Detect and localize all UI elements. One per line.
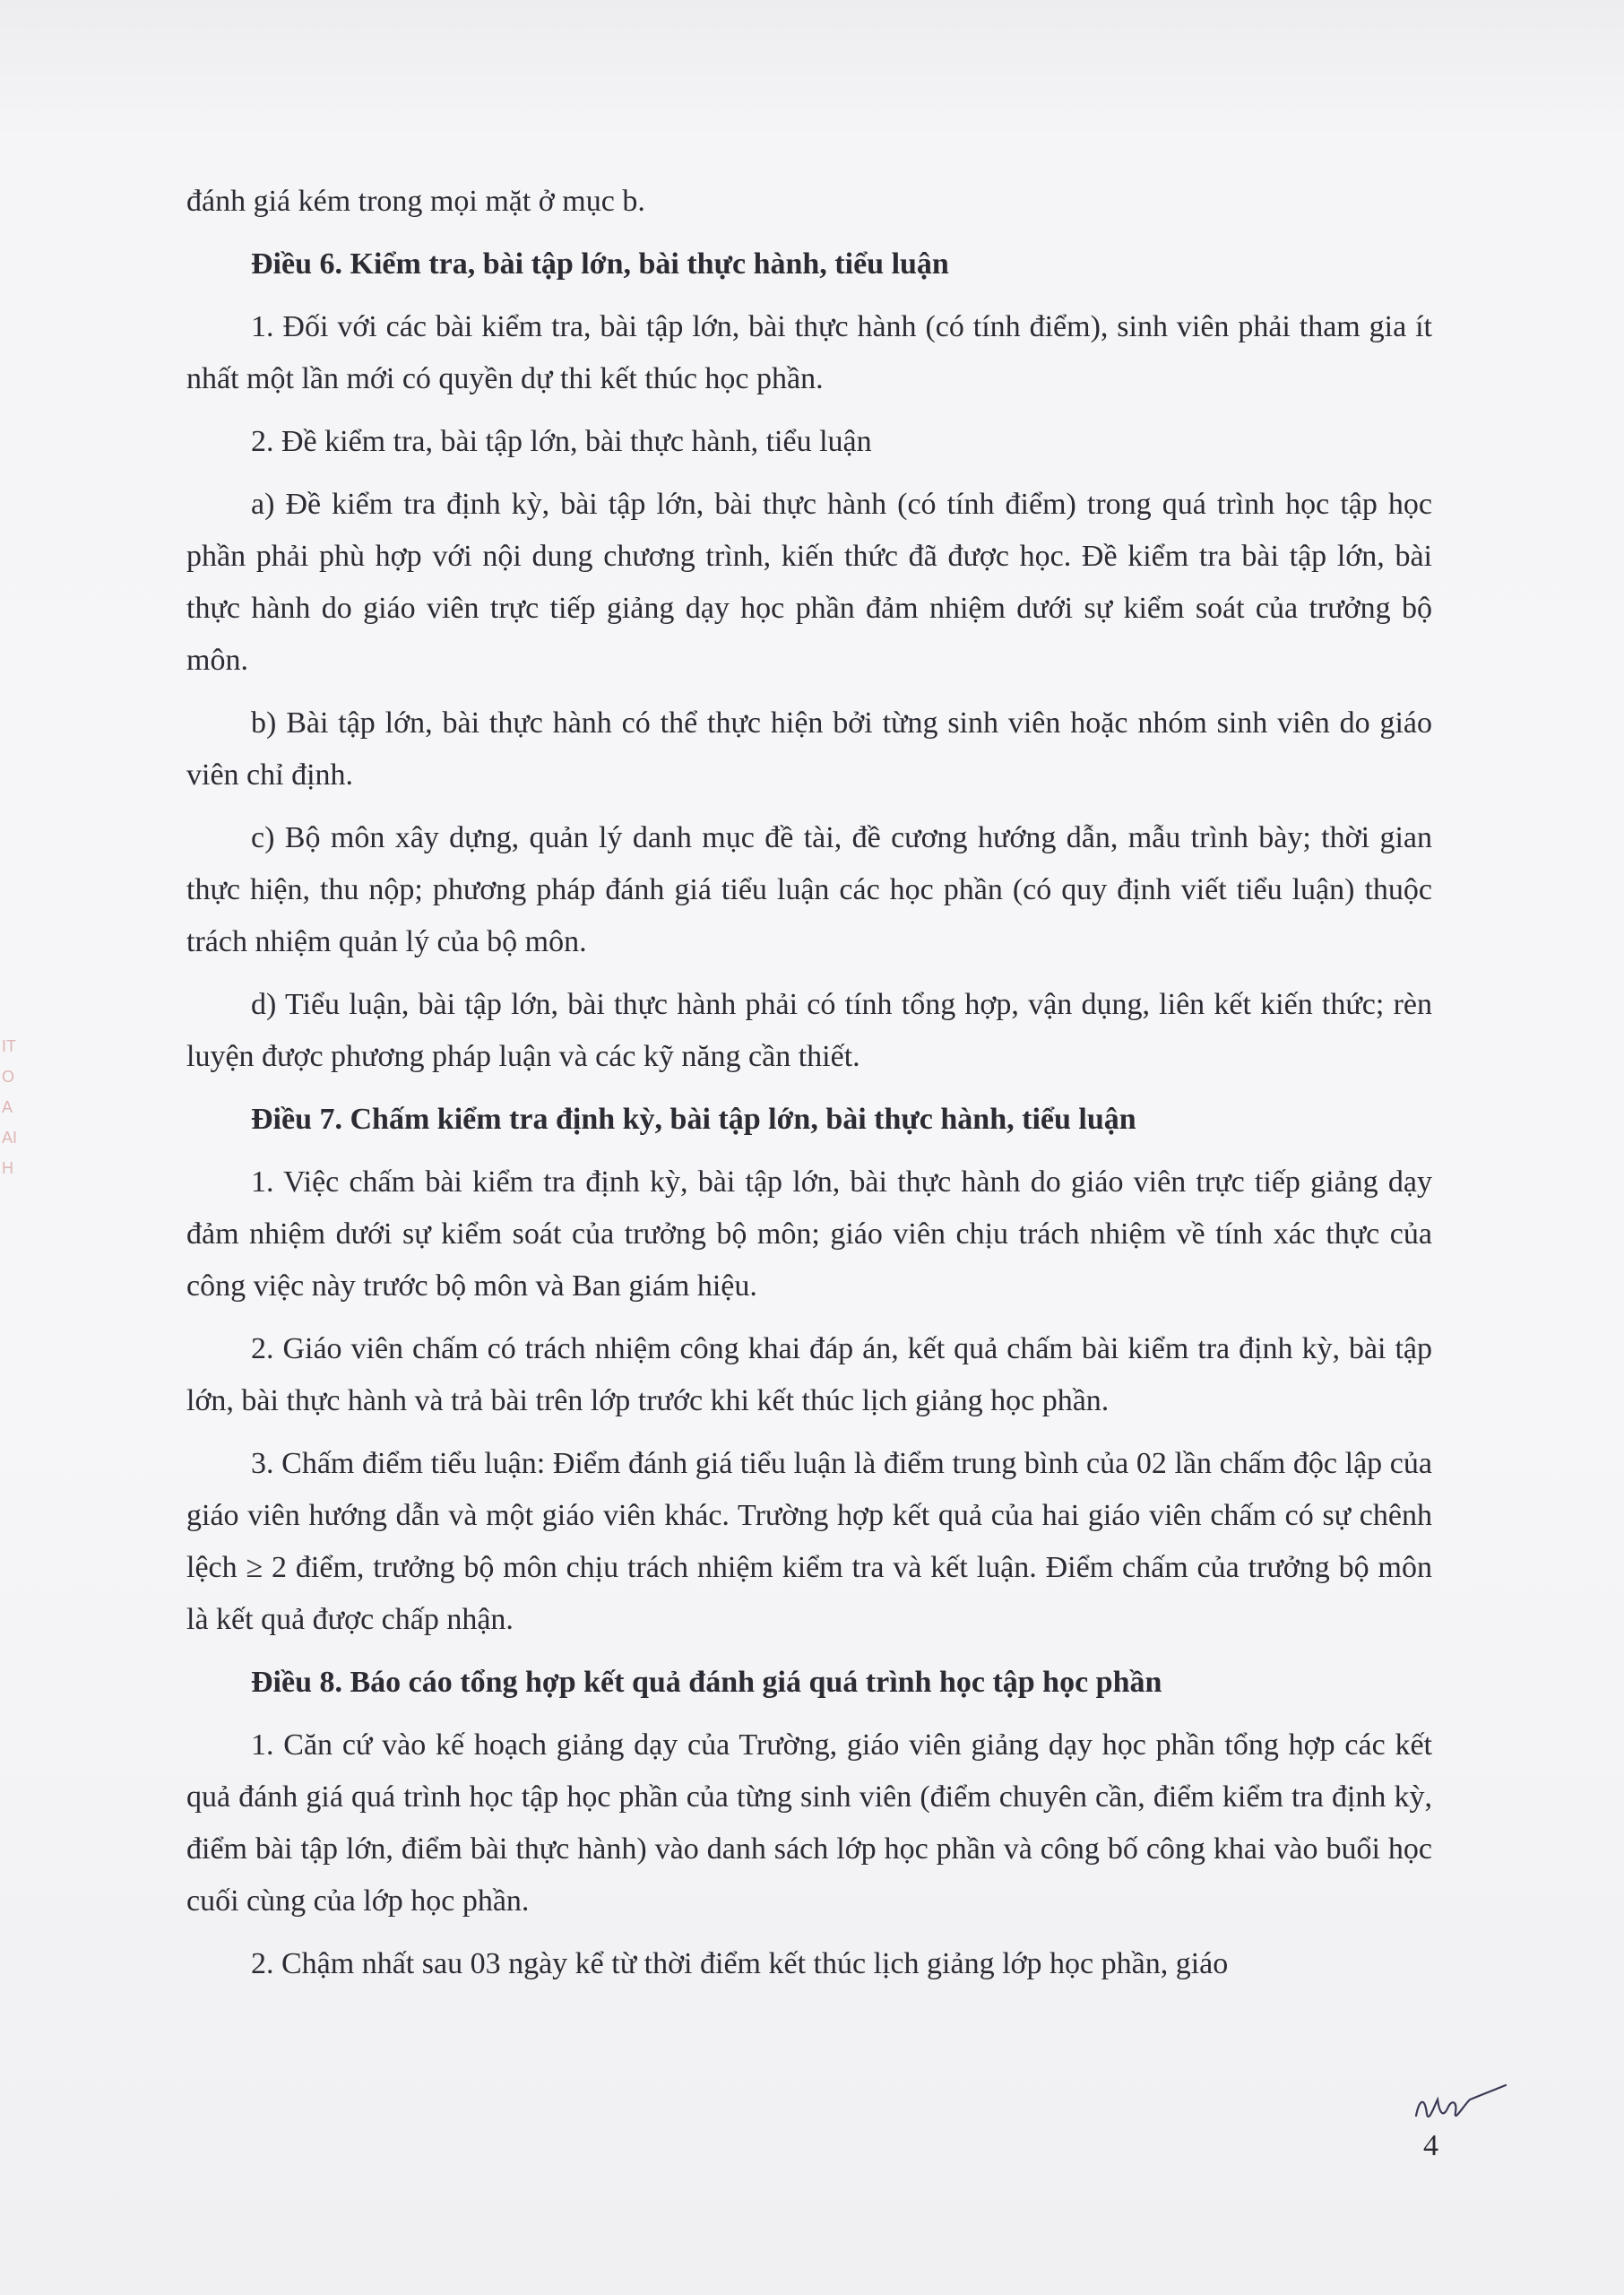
article-heading: Điều 7. Chấm kiểm tra định kỳ, bài tập lớn, bài thực hành, tiểu luận xyxy=(251,1103,1136,1136)
paragraph: b) Bài tập lớn, bài thực hành có thể thực hiện bởi từng sinh viên hoặc nhóm sinh viên do giáo viên chỉ định. xyxy=(186,706,1432,792)
paragraph: c) Bộ môn xây dựng, quản lý danh mục đề tài, đề cương hướng dẫn, mẫu trình bày; thời gian thực hiện, thu nộp; phương pháp đánh giá tiểu luận các học phần (có quy định viết tiểu luận) thuộc trách nhiệm quản lý của bộ môn. xyxy=(186,821,1432,958)
paragraph: 2. Đề kiểm tra, bài tập lớn, bài thực hành, tiểu luận xyxy=(251,425,872,458)
paragraph: 1. Đối với các bài kiểm tra, bài tập lớn, bài thực hành (có tính điểm), sinh viên phải tham gia ít nhất một lần mới có quyền dự thi kết thúc học phần. xyxy=(186,310,1432,395)
paragraph: a) Đề kiểm tra định kỳ, bài tập lớn, bài thực hành (có tính điểm) trong quá trình học tập học phần phải phù hợp với nội dung chương trình, kiến thức đã được học. Đề kiểm tra bài tập lớn, bài thực hành do giáo viên trực tiếp giảng dạy học phần đảm nhiệm dưới sự kiểm soát của trưởng bộ môn. xyxy=(186,488,1432,677)
paragraph: 3. Chấm điểm tiểu luận: Điểm đánh giá tiểu luận là điểm trung bình của 02 lần chấm độc lập của giáo viên hướng dẫn và một giáo viên khác. Trường hợp kết quả của hai giáo viên chấm có sự chênh lệch ≥ 2 điểm, trưởng bộ môn chịu trách nhiệm kiểm tra và kết luận. Điểm chấm của trưởng bộ môn là kết quả được chấp nhận. xyxy=(186,1447,1432,1636)
paragraph: 1. Căn cứ vào kế hoạch giảng dạy của Trường, giáo viên giảng dạy học phần tổng hợp các kết quả đánh giá quá trình học tập học phần của từng sinh viên (điểm chuyên cần, điểm kiểm tra định kỳ, điểm bài tập lớn, điểm bài thực hành) vào danh sách lớp học phần và công bố công khai vào buổi học cuối cùng của lớp học phần. xyxy=(186,1728,1432,1918)
stamp-fragment: AI xyxy=(2,1129,18,1147)
stamp-fragment: A xyxy=(2,1098,13,1116)
paragraph: 1. Việc chấm bài kiểm tra định kỳ, bài tập lớn, bài thực hành do giáo viên trực tiếp giảng dạy đảm nhiệm dưới sự kiểm soát của trưởng bộ môn; giáo viên chịu trách nhiệm về tính xác thực của công việc này trước bộ môn và Ban giám hiệu. xyxy=(186,1165,1432,1303)
paragraph: đánh giá kém trong mọi mặt ở mục b. xyxy=(186,185,645,218)
page-number: 4 xyxy=(1423,2129,1438,2162)
article-heading: Điều 6. Kiểm tra, bài tập lớn, bài thực hành, tiểu luận xyxy=(251,247,949,281)
article-heading: Điều 8. Báo cáo tổng hợp kết quả đánh giá quá trình học tập học phần xyxy=(251,1666,1162,1699)
paragraph: d) Tiểu luận, bài tập lớn, bài thực hành phải có tính tổng hợp, vận dụng, liên kết kiến thức; rèn luyện được phương pháp luận và các kỹ năng cần thiết. xyxy=(186,988,1432,1073)
stamp-fragment: IT xyxy=(2,1037,16,1055)
stamp-fragment: H xyxy=(2,1159,13,1177)
signature-initials xyxy=(1407,2080,1515,2134)
stamp-fragment: O xyxy=(2,1068,15,1086)
paragraph: 2. Chậm nhất sau 03 ngày kể từ thời điểm kết thúc lịch giảng lớp học phần, giáo xyxy=(251,1947,1229,1980)
margin-stamp xyxy=(2,1031,32,1300)
paragraph: 2. Giáo viên chấm có trách nhiệm công khai đáp án, kết quả chấm bài kiểm tra định kỳ, bài tập lớn, bài thực hành và trả bài trên lớp trước khi kết thúc lịch giảng học phần. xyxy=(186,1332,1432,1417)
document-body xyxy=(186,176,1432,2001)
